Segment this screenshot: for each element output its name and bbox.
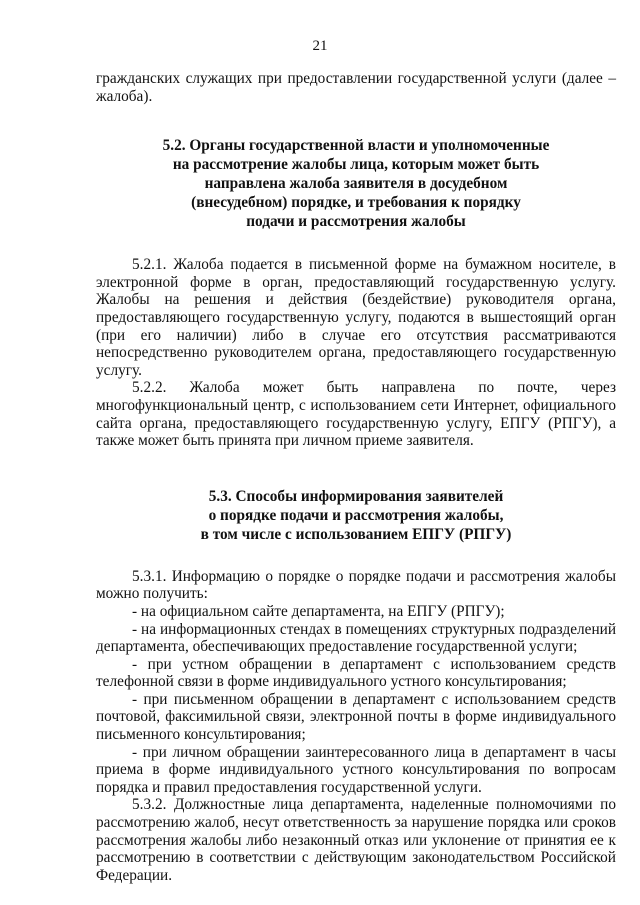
document-body [96, 70, 616, 884]
heading-line: 5.3. Способы информирования заявителей [208, 487, 504, 505]
paragraph-5-2-1: 5.2.1. Жалоба подается в письменной форме на бумажном носителе, в электронной форме в орган, предоставляющий государственную услугу. Жалобы на решения и действия (бездействие) руководителя органа, предоставляющего государственную услугу, подаются в вышестоящий орган (при его наличии) либо в случае его отсутствия рассматриваются непосредственно руководителем органа, предоставляющего государственную услугу. [96, 256, 616, 379]
paragraph-5-3-2: 5.3.2. Должностные лица департамента, наделенные полномочиями по рассмотрению жалоб, несут ответственность за нарушение порядка или сроков рассмотрения жалобы либо незаконный отказ или уклонение от принятия ее к рассмотрению в соответствии с действующим законодательством Российской Федерации. [96, 796, 616, 884]
paragraph-5-3-1: 5.3.1. Информацию о порядке о порядке подачи и рассмотрения жалобы можно получить: [96, 567, 616, 603]
page-number: 21 [312, 38, 328, 54]
heading-line: о порядке подачи и рассмотрения жалобы, [208, 506, 504, 524]
paragraph-5-2-2: 5.2.2. Жалоба может быть направлена по почте, через многофункциональный центр, с использованием сети Интернет, официального сайта органа, предоставляющего государственную услугу, ЕПГУ (РПГУ), а также может быть принята при личном приеме заявителя. [96, 379, 616, 450]
heading-line: направлена жалоба заявителя в досудебном [204, 175, 508, 193]
heading-line: на рассмотрение жалобы лица, которым может быть [172, 156, 540, 174]
section-5-3-heading [96, 487, 616, 544]
heading-line: (внесудебном) порядке, и требования к порядку [191, 194, 521, 212]
intro-paragraph: гражданских служащих при предоставлении государственной услуги (далее – жалоба). [96, 70, 616, 105]
heading-line: подачи и рассмотрения жалобы [246, 213, 466, 231]
list-item: - на официальном сайте департамента, на ЕПГУ (РПГУ); [132, 602, 505, 620]
list-item: - при письменном обращении в департамент с использованием средств почтовой, факсимильной связи, электронной почты в форме индивидуального письменного консультирования; [96, 690, 616, 744]
list-item: - на информационных стендах в помещениях структурных подразделений департамента, обеспечивающих предоставление государственной услуги; [96, 620, 616, 656]
heading-line: 5.2. Органы государственной власти и уполномоченные [162, 137, 550, 155]
list-item: - при личном обращении заинтересованного лица в департамент в часы приема в форме индивидуального устного консультирования по вопросам порядка и правил предоставления государственной услуги. [96, 743, 616, 796]
heading-line: в том числе с использованием ЕПГУ (РПГУ) [200, 525, 512, 543]
list-item: - при устном обращении в департамент с использованием средств телефонной связи в форме индивидуального устного консультирования; [96, 655, 616, 691]
section-5-2-heading [96, 136, 616, 231]
